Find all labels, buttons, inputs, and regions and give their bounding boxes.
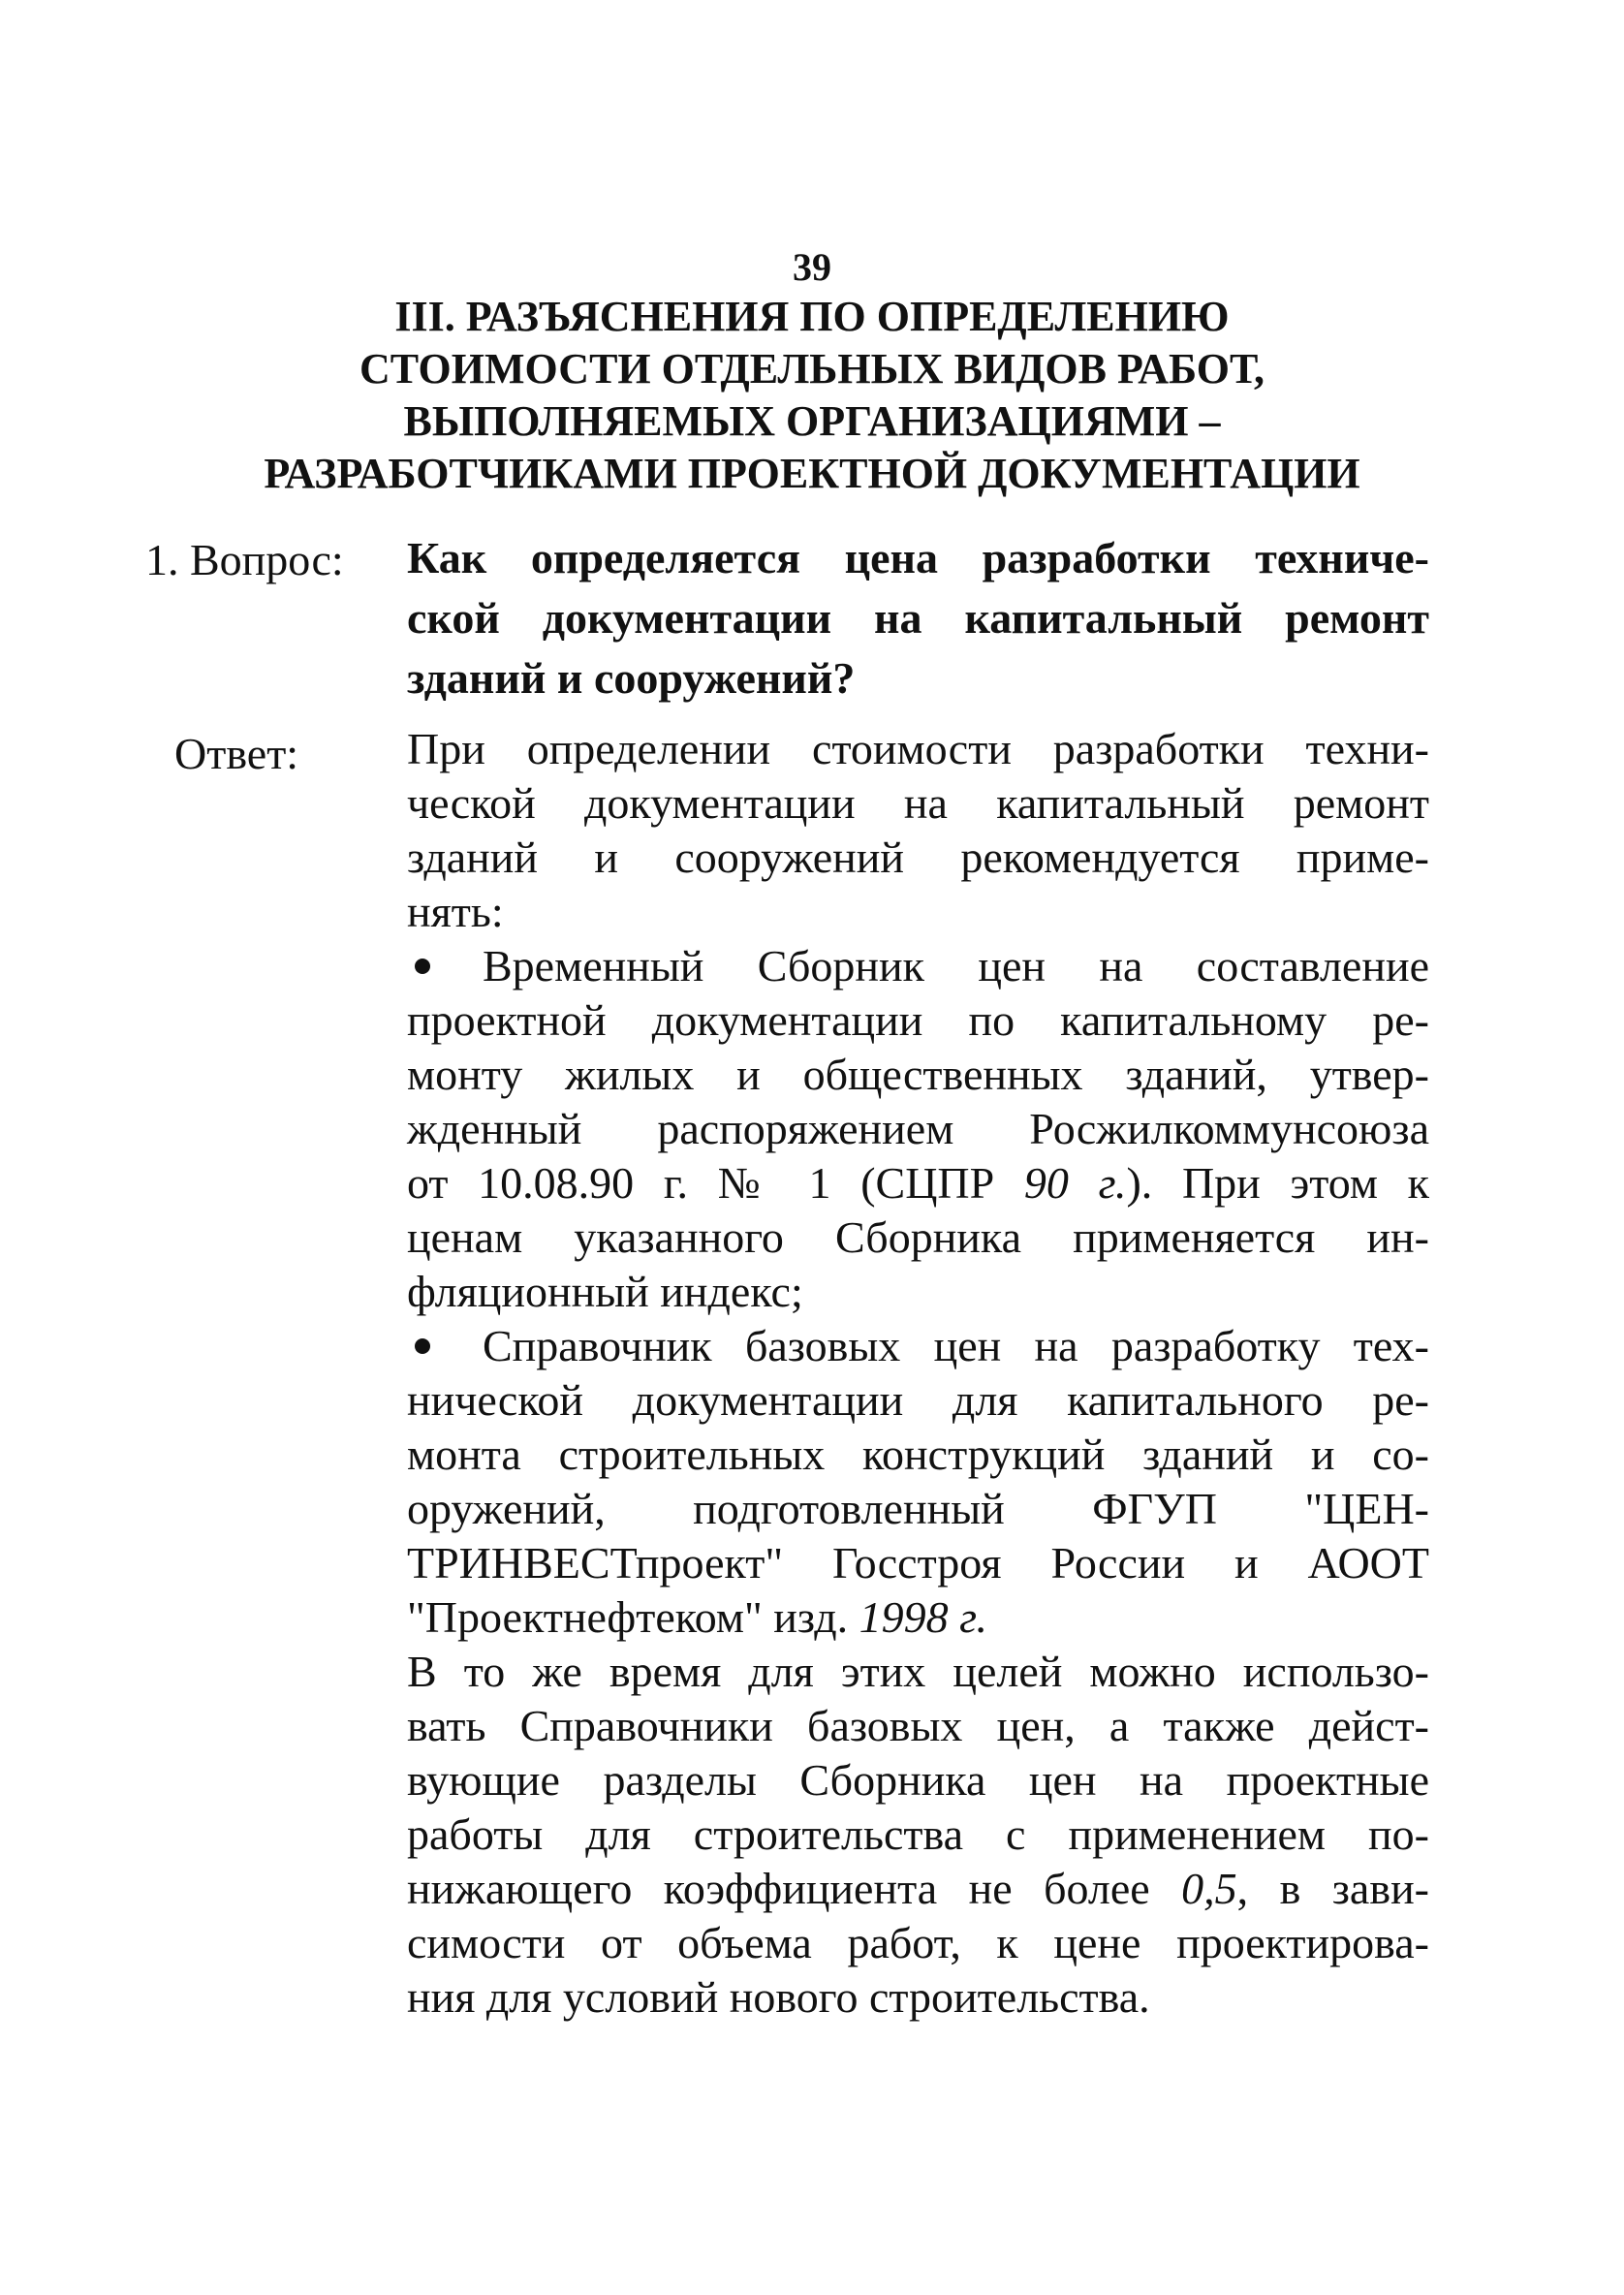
answer-line bbox=[407, 1156, 1429, 1210]
answer-line: нять: bbox=[407, 887, 504, 936]
answer-line: работы для строительства с применением по- bbox=[407, 1809, 1429, 1859]
page-number: 39 bbox=[793, 245, 831, 289]
section-title-line: СТОИМОСТИ ОТДЕЛЬНЫХ ВИДОВ РАБОТ, bbox=[359, 345, 1265, 393]
answer-line: ния для условий нового строительства. bbox=[407, 1972, 1150, 2022]
answer-line: зданий и сооружений рекомендуется приме- bbox=[407, 833, 1429, 882]
answer-closing bbox=[407, 1645, 1429, 2025]
answer-line: фляционный индекс; bbox=[407, 1267, 803, 1316]
answer-line: ческой документации на капитальный ремонт bbox=[407, 778, 1429, 828]
answer-line: жденный распоряжением Росжилкоммунсоюза bbox=[407, 1104, 1429, 1153]
bullet-icon bbox=[415, 1338, 430, 1354]
bullet-icon bbox=[415, 959, 430, 974]
question-label: 1. Вопрос: bbox=[145, 535, 344, 584]
answer-line: При определении стоимости разработки техни- bbox=[407, 724, 1429, 773]
section-title-line: III. РАЗЪЯСНЕНИЯ ПО ОПРЕДЕЛЕНИЮ bbox=[394, 293, 1230, 340]
answer-line: оружений, подготовленный ФГУП "ЦЕН- bbox=[407, 1484, 1429, 1533]
answer-line: монту жилых и общественных зданий, утвер- bbox=[407, 1050, 1429, 1099]
answer-line: ТРИНВЕСТпроект" Госстроя России и АООТ bbox=[407, 1538, 1429, 1588]
text-run: ). При этом к bbox=[1126, 1158, 1429, 1208]
bullet-item-spravochnik bbox=[407, 1319, 1429, 1645]
text-run: , в зави- bbox=[1236, 1864, 1429, 1913]
answer-line: Справочник базовых цен на разработку тех- bbox=[483, 1321, 1429, 1370]
bullet-item-scpr bbox=[407, 939, 1429, 1319]
answer-line: вать Справочники базовых цен, а также дейст- bbox=[407, 1701, 1429, 1750]
question-line: ской документации на капитальный ремонт bbox=[407, 593, 1429, 643]
italic-year: 1998 г. bbox=[859, 1592, 987, 1642]
text-run: нижающего коэффициента не более bbox=[407, 1864, 1182, 1913]
answer-line: вующие разделы Сборника цен на проектные bbox=[407, 1755, 1429, 1805]
italic-year: 90 г. bbox=[1023, 1158, 1127, 1208]
section-title-line: ВЫПОЛНЯЕМЫХ ОРГАНИЗАЦИЯМИ – bbox=[403, 397, 1221, 445]
question-text bbox=[407, 528, 1429, 708]
answer-line: проектной документации по капитальному ре- bbox=[407, 995, 1429, 1045]
answer-line: Временный Сборник цен на составление bbox=[483, 941, 1429, 990]
answer-line: ценам указанного Сборника применяется ин- bbox=[407, 1212, 1429, 1262]
answer-line bbox=[407, 1862, 1429, 1916]
section-title bbox=[145, 291, 1479, 500]
text-run: "Проектнефтеком" изд. bbox=[407, 1592, 859, 1642]
text-run: от 10.08.90 г. № 1 (СЦПР bbox=[407, 1158, 1024, 1208]
answer-line: нической документации для капитального ре- bbox=[407, 1375, 1429, 1425]
answer-label: Ответ: bbox=[174, 729, 299, 778]
answer-intro bbox=[407, 722, 1429, 939]
answer-line: В то же время для этих целей можно использо- bbox=[407, 1647, 1429, 1696]
answer-line bbox=[407, 1590, 1429, 1645]
answer-line: монта строительных конструкций зданий и со- bbox=[407, 1430, 1429, 1479]
section-title-line: РАЗРАБОТЧИКАМИ ПРОЕКТНОЙ ДОКУМЕНТАЦИИ bbox=[264, 450, 1360, 497]
answer-body bbox=[407, 722, 1429, 2025]
answer-line: симости от объема работ, к цене проектирова- bbox=[407, 1918, 1429, 1967]
question-line: зданий и сооружений? bbox=[407, 653, 856, 703]
question-line: Как определяется цена разработки техниче- bbox=[407, 533, 1429, 582]
italic-coefficient: 0,5 bbox=[1181, 1864, 1237, 1913]
